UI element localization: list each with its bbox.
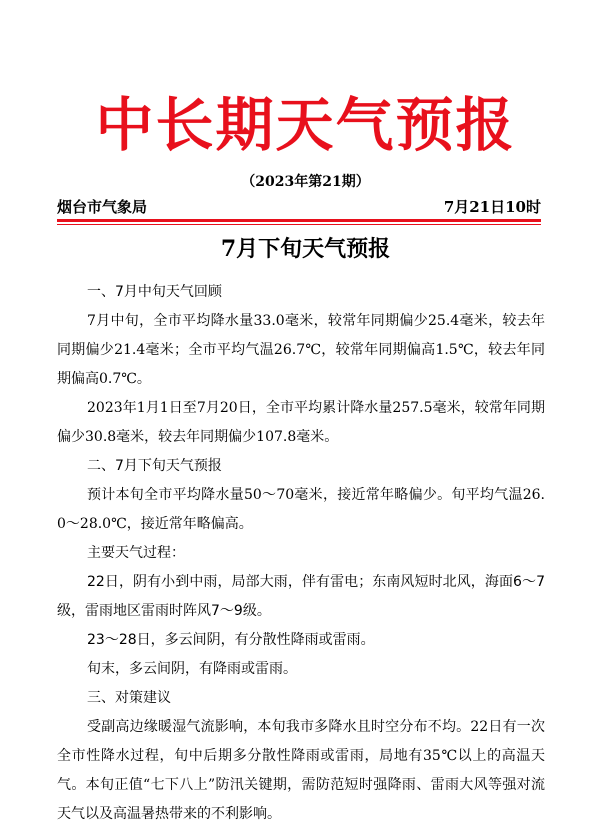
- advice-paragraph-1: 受副高边缘暖湿气流影响，本旬我市多降水且时空分布不均。22日有一次全市性降水过程，旬中后期多分散性降雨或雷雨，局地有35℃以上的高温天气。本旬正值“七下八上”防汛关键期，需防范短时强降雨、雷雨大风等强对流天气以及高温暑热带来的不利影响。: [57, 719, 545, 822]
- process-paragraph-1: 22日，阴有小到中雨，局部大雨，伴有雷电；东南风短时北风，海面6～7级，雷雨地区雷雨时阵风7～9级。: [57, 574, 545, 619]
- process-paragraph-3: 旬末，多云间阴，有降雨或雷雨。: [87, 661, 297, 677]
- section-heading-review: 一、7月中旬天气回顾: [87, 284, 222, 300]
- issue-datetime: 7月21日10时: [443, 198, 541, 216]
- publisher-name: 烟台市气象局: [57, 198, 148, 216]
- review-paragraph-1: 7月中旬，全市平均降水量33.0毫米，较常年同期偏少25.4毫米，较去年同期偏少21.4毫米；全市平均气温26.7℃，较常年同期偏高1.5℃，较去年同期偏高0.7℃。: [57, 313, 545, 387]
- process-paragraph-2: 23～28日，多云间阴，有分散性降雨或雷雨。: [87, 632, 375, 648]
- header-divider-thick: [57, 219, 541, 222]
- document-title: 7月下旬天气预报: [220, 236, 391, 262]
- masthead-title: 中长期天气预报: [95, 91, 516, 159]
- section-heading-forecast: 二、7月下旬天气预报: [87, 458, 222, 474]
- review-paragraph-2: 2023年1月1日至7月20日，全市平均累计降水量257.5毫米，较常年同期偏少30.8毫米，较去年同期偏少107.8毫米。: [57, 400, 545, 445]
- section-heading-processes: 主要天气过程：: [87, 545, 185, 561]
- document-body: [57, 278, 545, 829]
- header-divider-thin: [57, 224, 541, 225]
- issue-number: （2023年第21期）: [241, 174, 370, 190]
- section-heading-advice: 三、对策建议: [87, 690, 171, 706]
- forecast-paragraph-1: 预计本旬全市平均降水量50～70毫米，接近常年略偏少。旬平均气温26.0～28.0℃，接近常年略偏高。: [57, 487, 545, 532]
- byline: [57, 196, 541, 218]
